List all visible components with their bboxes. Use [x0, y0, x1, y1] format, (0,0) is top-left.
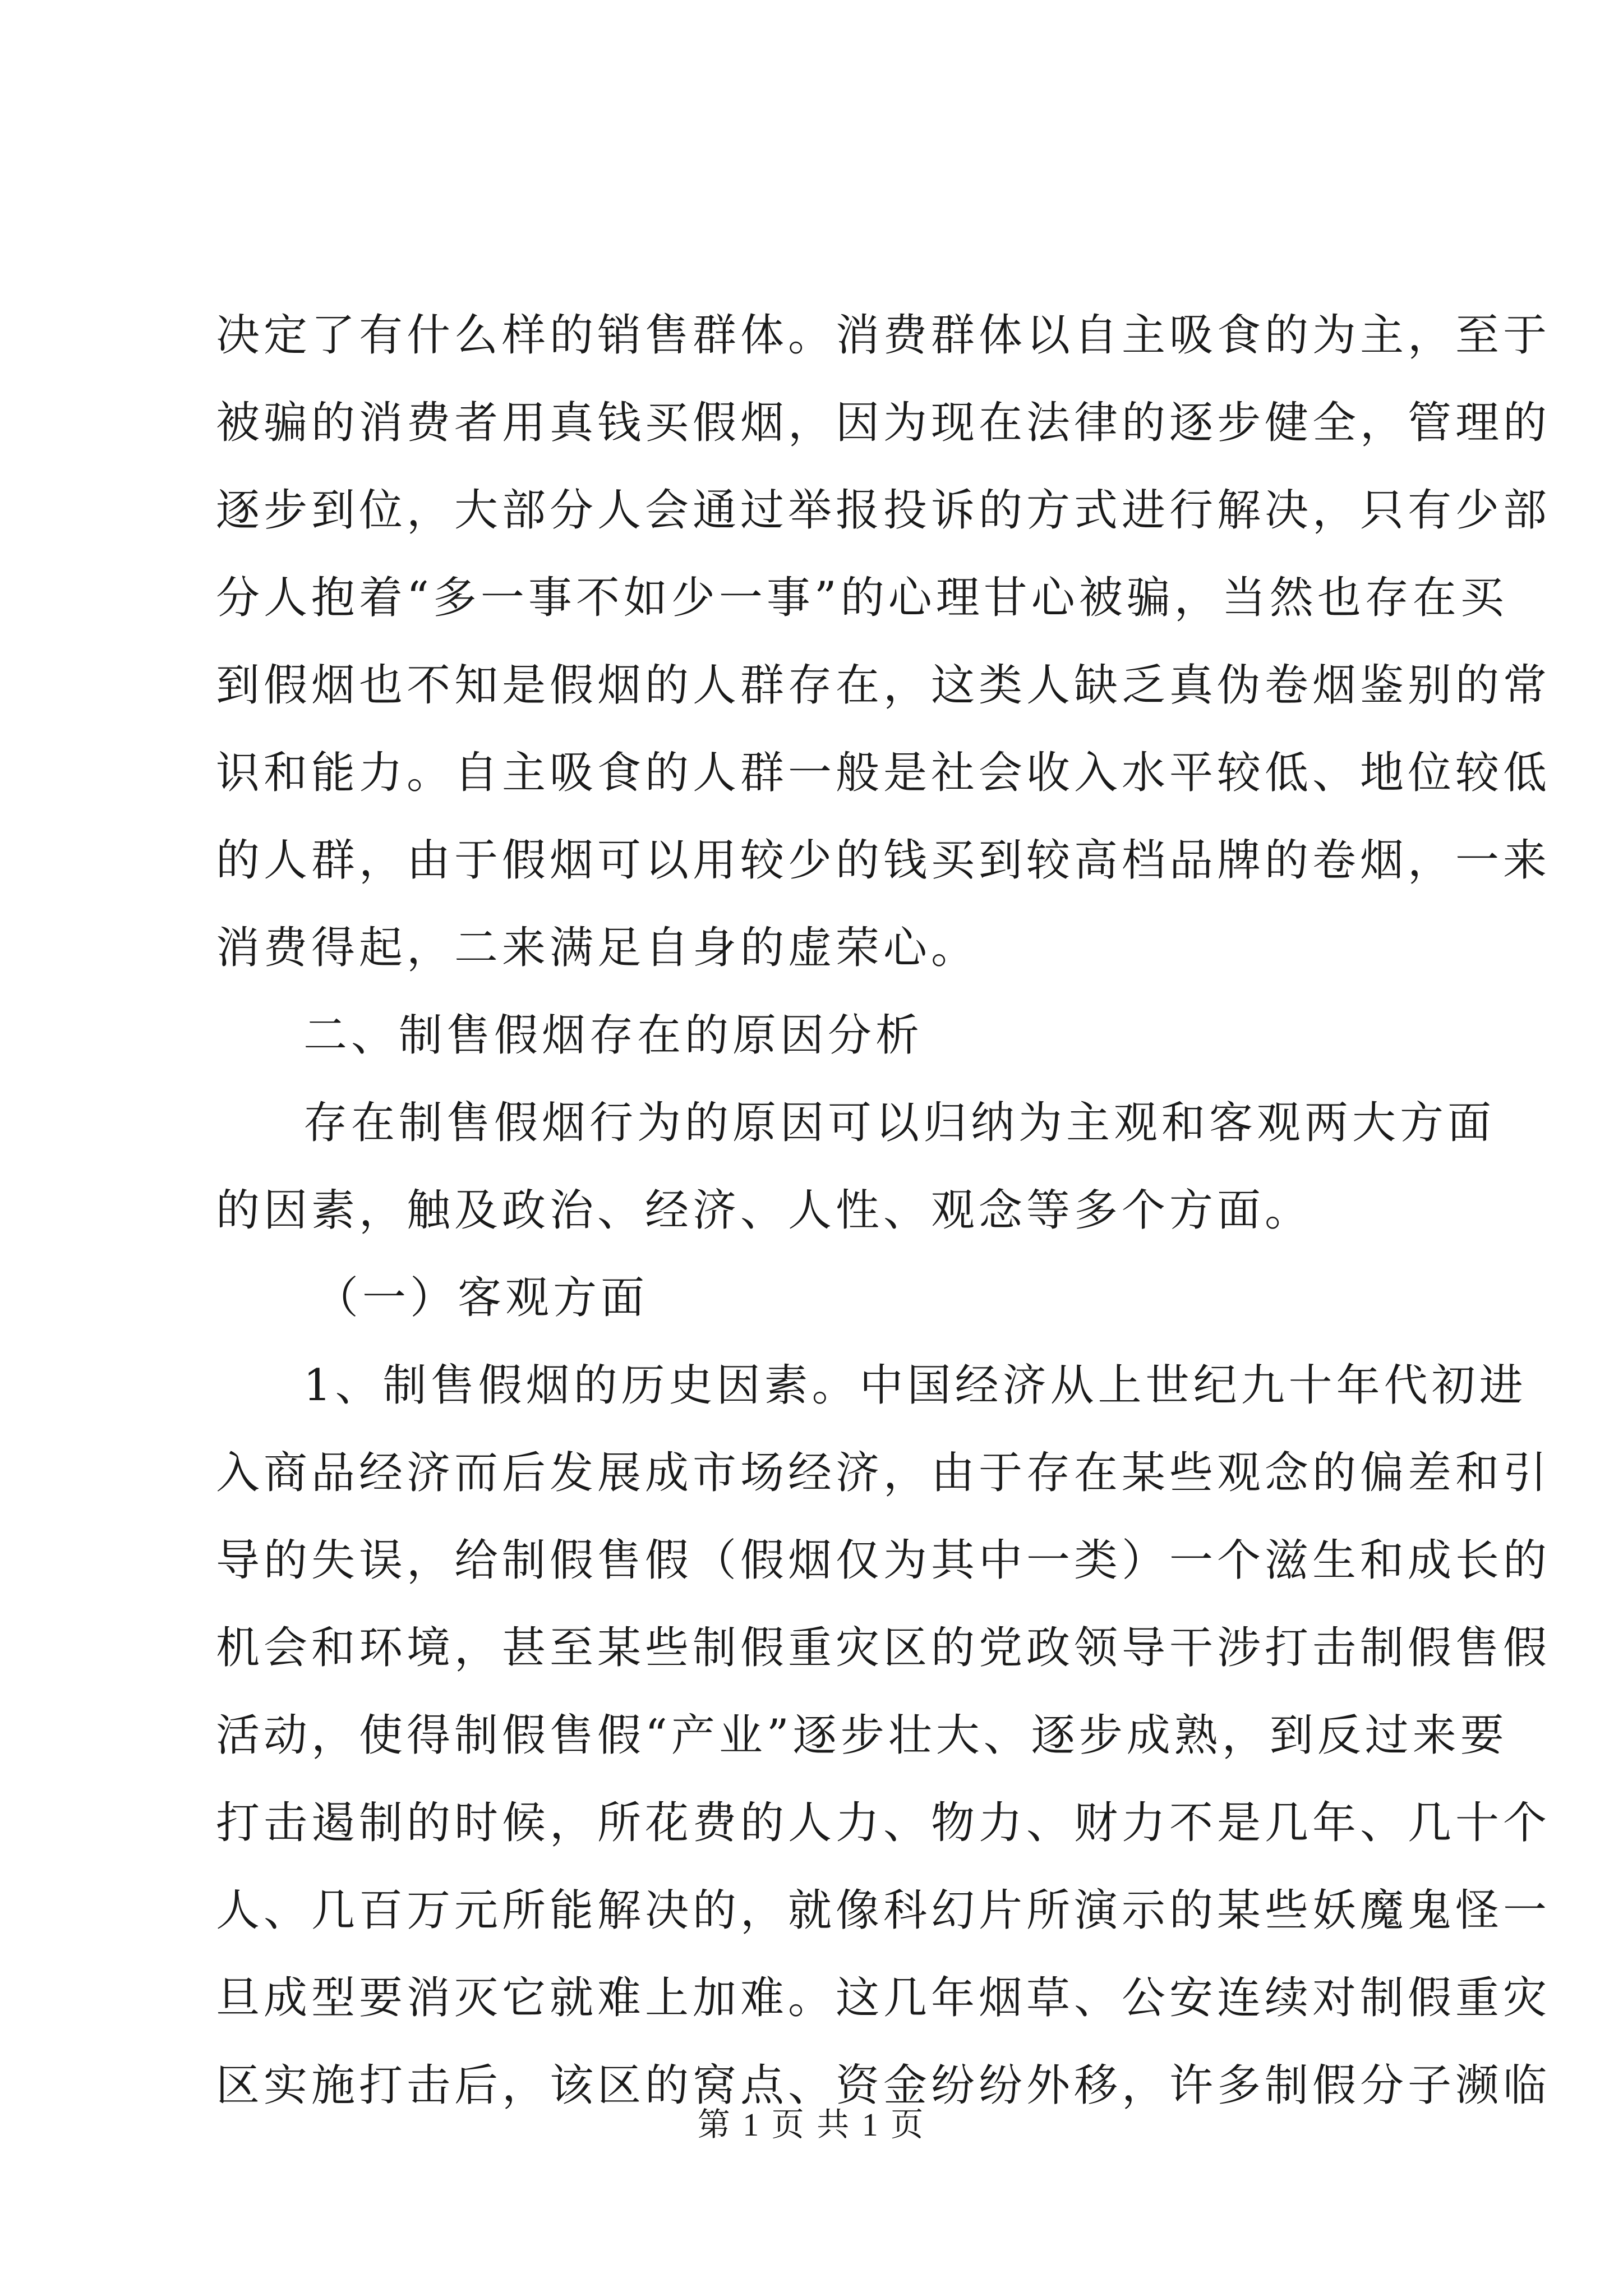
paragraph-line: 到假烟也不知是假烟的人群存在，这类人缺乏真伪卷烟鉴别的常 [216, 660, 1551, 711]
paragraph-line: 识和能力。自主吸食的人群一般是社会收入水平较低、地位较低 [216, 748, 1551, 798]
paragraph-line: 机会和环境，甚至某些制假重灾区的党政领导干涉打击制假售假 [216, 1623, 1551, 1673]
paragraph-line: 被骗的消费者用真钱买假烟，因为现在法律的逐步健全，管理的 [216, 398, 1551, 448]
section-heading: 二、制售假烟存在的原因分析 [303, 1010, 924, 1061]
paragraph-line: 的人群，由于假烟可以用较少的钱买到较高档品牌的卷烟，一来 [216, 835, 1551, 886]
paragraph-line: 逐步到位，大部分人会通过举报投诉的方式进行解决，只有少部 [216, 485, 1551, 536]
paragraph-line: 决定了有什么样的销售群体。消费群体以自主吸食的为主，至于 [216, 310, 1551, 361]
paragraph-line: 消费得起，二来满足自身的虚荣心。 [216, 923, 979, 973]
subsection-heading: （一）客观方面 [315, 1273, 649, 1323]
paragraph-line: 区实施打击后，该区的窝点、资金纷纷外移，许多制假分子濒临 [216, 2060, 1551, 2111]
paragraph-line: 1、制售假烟的历史因素。中国经济从上世纪九十年代初进 [303, 1360, 1527, 1411]
paragraph-line: 分人抱着“多一事不如少一事”的心理甘心被骗，当然也存在买 [216, 573, 1508, 623]
paragraph-line: 旦成型要消灭它就难上加难。这几年烟草、公安连续对制假重灾 [216, 1973, 1551, 2023]
page-footer: 第 1 页 共 1 页 [697, 2106, 926, 2143]
document-body [216, 292, 1551, 2129]
paragraph-line: 存在制售假烟行为的原因可以归纳为主观和客观两大方面 [303, 1098, 1496, 1148]
paragraph-line: 入商品经济而后发展成市场经济，由于存在某些观念的偏差和引 [216, 1448, 1551, 1498]
paragraph-line: 的因素，触及政治、经济、人性、观念等多个方面。 [216, 1185, 1313, 1236]
paragraph-line: 人、几百万元所能解决的，就像科幻片所演示的某些妖魔鬼怪一 [216, 1885, 1551, 1936]
paragraph-line: 打击遏制的时候，所花费的人力、物力、财力不是几年、几十个 [216, 1798, 1551, 1848]
paragraph-line: 活动，使得制假售假“产业”逐步壮大、逐步成熟，到反过来要 [216, 1710, 1508, 1761]
paragraph-line: 导的失误，给制假售假（假烟仅为其中一类）一个滋生和成长的 [216, 1535, 1551, 1586]
